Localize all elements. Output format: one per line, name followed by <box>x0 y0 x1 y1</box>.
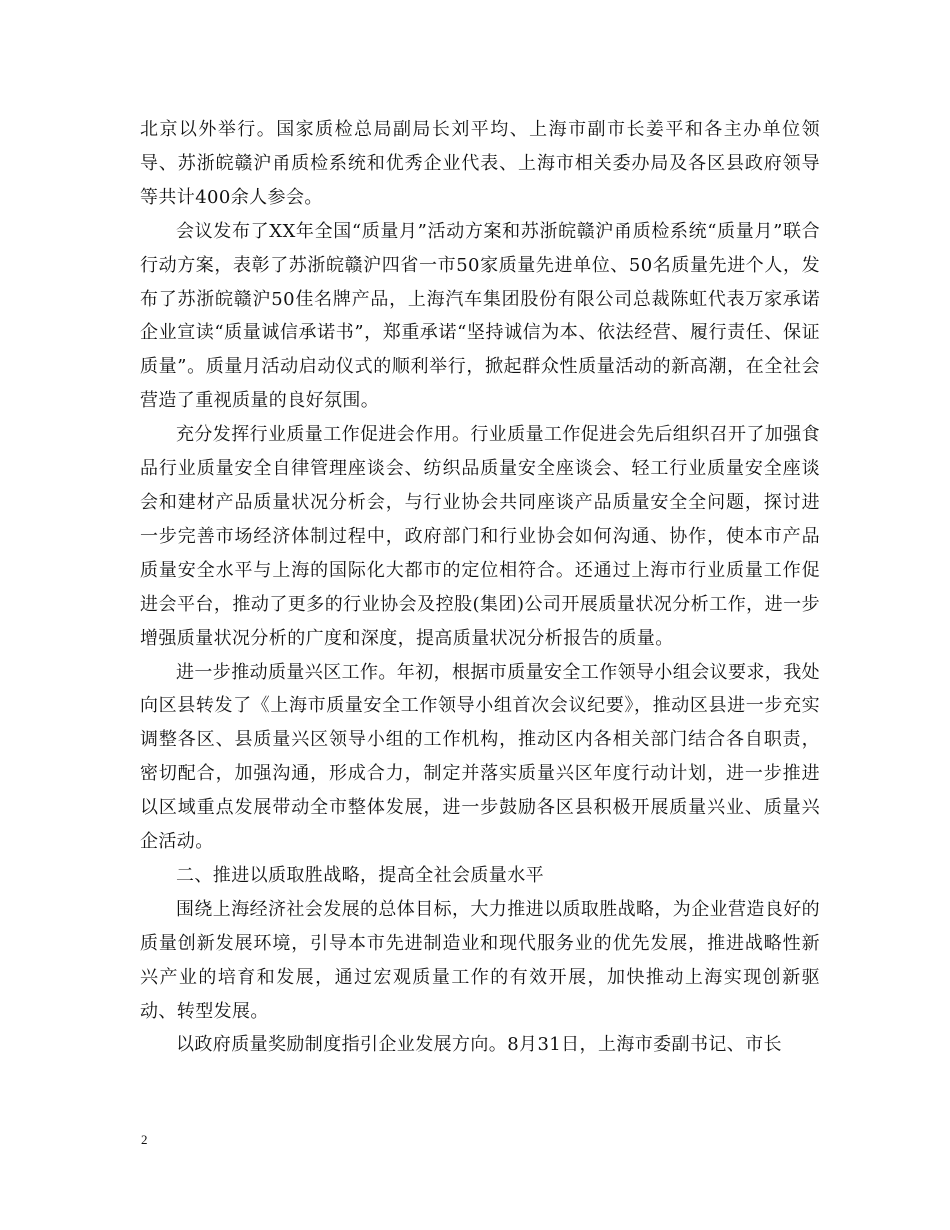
paragraph-5: 围绕上海经济社会发展的总体目标，大力推进以质取胜战略，为企业营造良好的质量创新发展环境，引导本市先进制造业和现代服务业的优先发展，推进战略性新兴产业的培育和发展，通过宏观质量工作的有效开展，加快推动上海实现创新驱动、转型发展。 <box>140 898 820 1022</box>
paragraph-6: 以政府质量奖励制度指引企业发展方向。8月31日，上海市委副书记、市长 <box>176 1034 782 1056</box>
page-number: 2 <box>141 1132 148 1147</box>
paragraph-2: 会议发布了XX年全国“质量月”活动方案和苏浙皖赣沪甬质检系统“质量月”联合行动方案，表彰了苏浙皖赣沪四省一市50家质量先进单位、50名质量先进个人，发布了苏浙皖赣沪50佳名牌产品，上海汽车集团股份有限公司总裁陈虹代表万家承诺企业宣读“质量诚信承诺书”，郑重承诺“坚持诚信为本、依法经营、履行责任、保证质量”。质量月活动启动仪式的顺利举行，掀起群众性质量活动的新高潮，在全社会营造了重视质量的良好氛围。 <box>140 220 820 412</box>
paragraph-4: 进一步推动质量兴区工作。年初，根据市质量安全工作领导小组会议要求，我处向区县转发了《上海市质量安全工作领导小组首次会议纪要》，推动区县进一步充实调整各区、县质量兴区领导小组的工作机构，推动区内各相关部门结合各自职责，密切配合，加强沟通，形成合力，制定并落实质量兴区年度行动计划，进一步推进以区域重点发展带动全市整体发展，进一步鼓励各区县积极开展质量兴业、质量兴企活动。 <box>140 661 820 853</box>
section-heading: 二、推进以质取胜战略，提高全社会质量水平 <box>176 864 544 886</box>
document-body <box>140 113 820 1062</box>
paragraph-1: 北京以外举行。国家质检总局副局长刘平均、上海市副市长姜平和各主办单位领导、苏浙皖赣沪甬质检系统和优秀企业代表、上海市相关委办局及各区县政府领导等共计400余人参会。 <box>140 119 820 208</box>
paragraph-3: 充分发挥行业质量工作促进会作用。行业质量工作促进会先后组织召开了加强食品行业质量安全自律管理座谈会、纺织品质量安全座谈会、轻工行业质量安全座谈会和建材产品质量状况分析会，与行业协会共同座谈产品质量安全全问题，探讨进一步完善市场经济体制过程中，政府部门和行业协会如何沟通、协作，使本市产品质量安全水平与上海的国际化大都市的定位相符合。还通过上海市行业质量工作促进会平台，推动了更多的行业协会及控股(集团)公司开展质量状况分析工作，进一步增强质量状况分析的广度和深度，提高质量状况分析报告的质量。 <box>140 424 820 649</box>
